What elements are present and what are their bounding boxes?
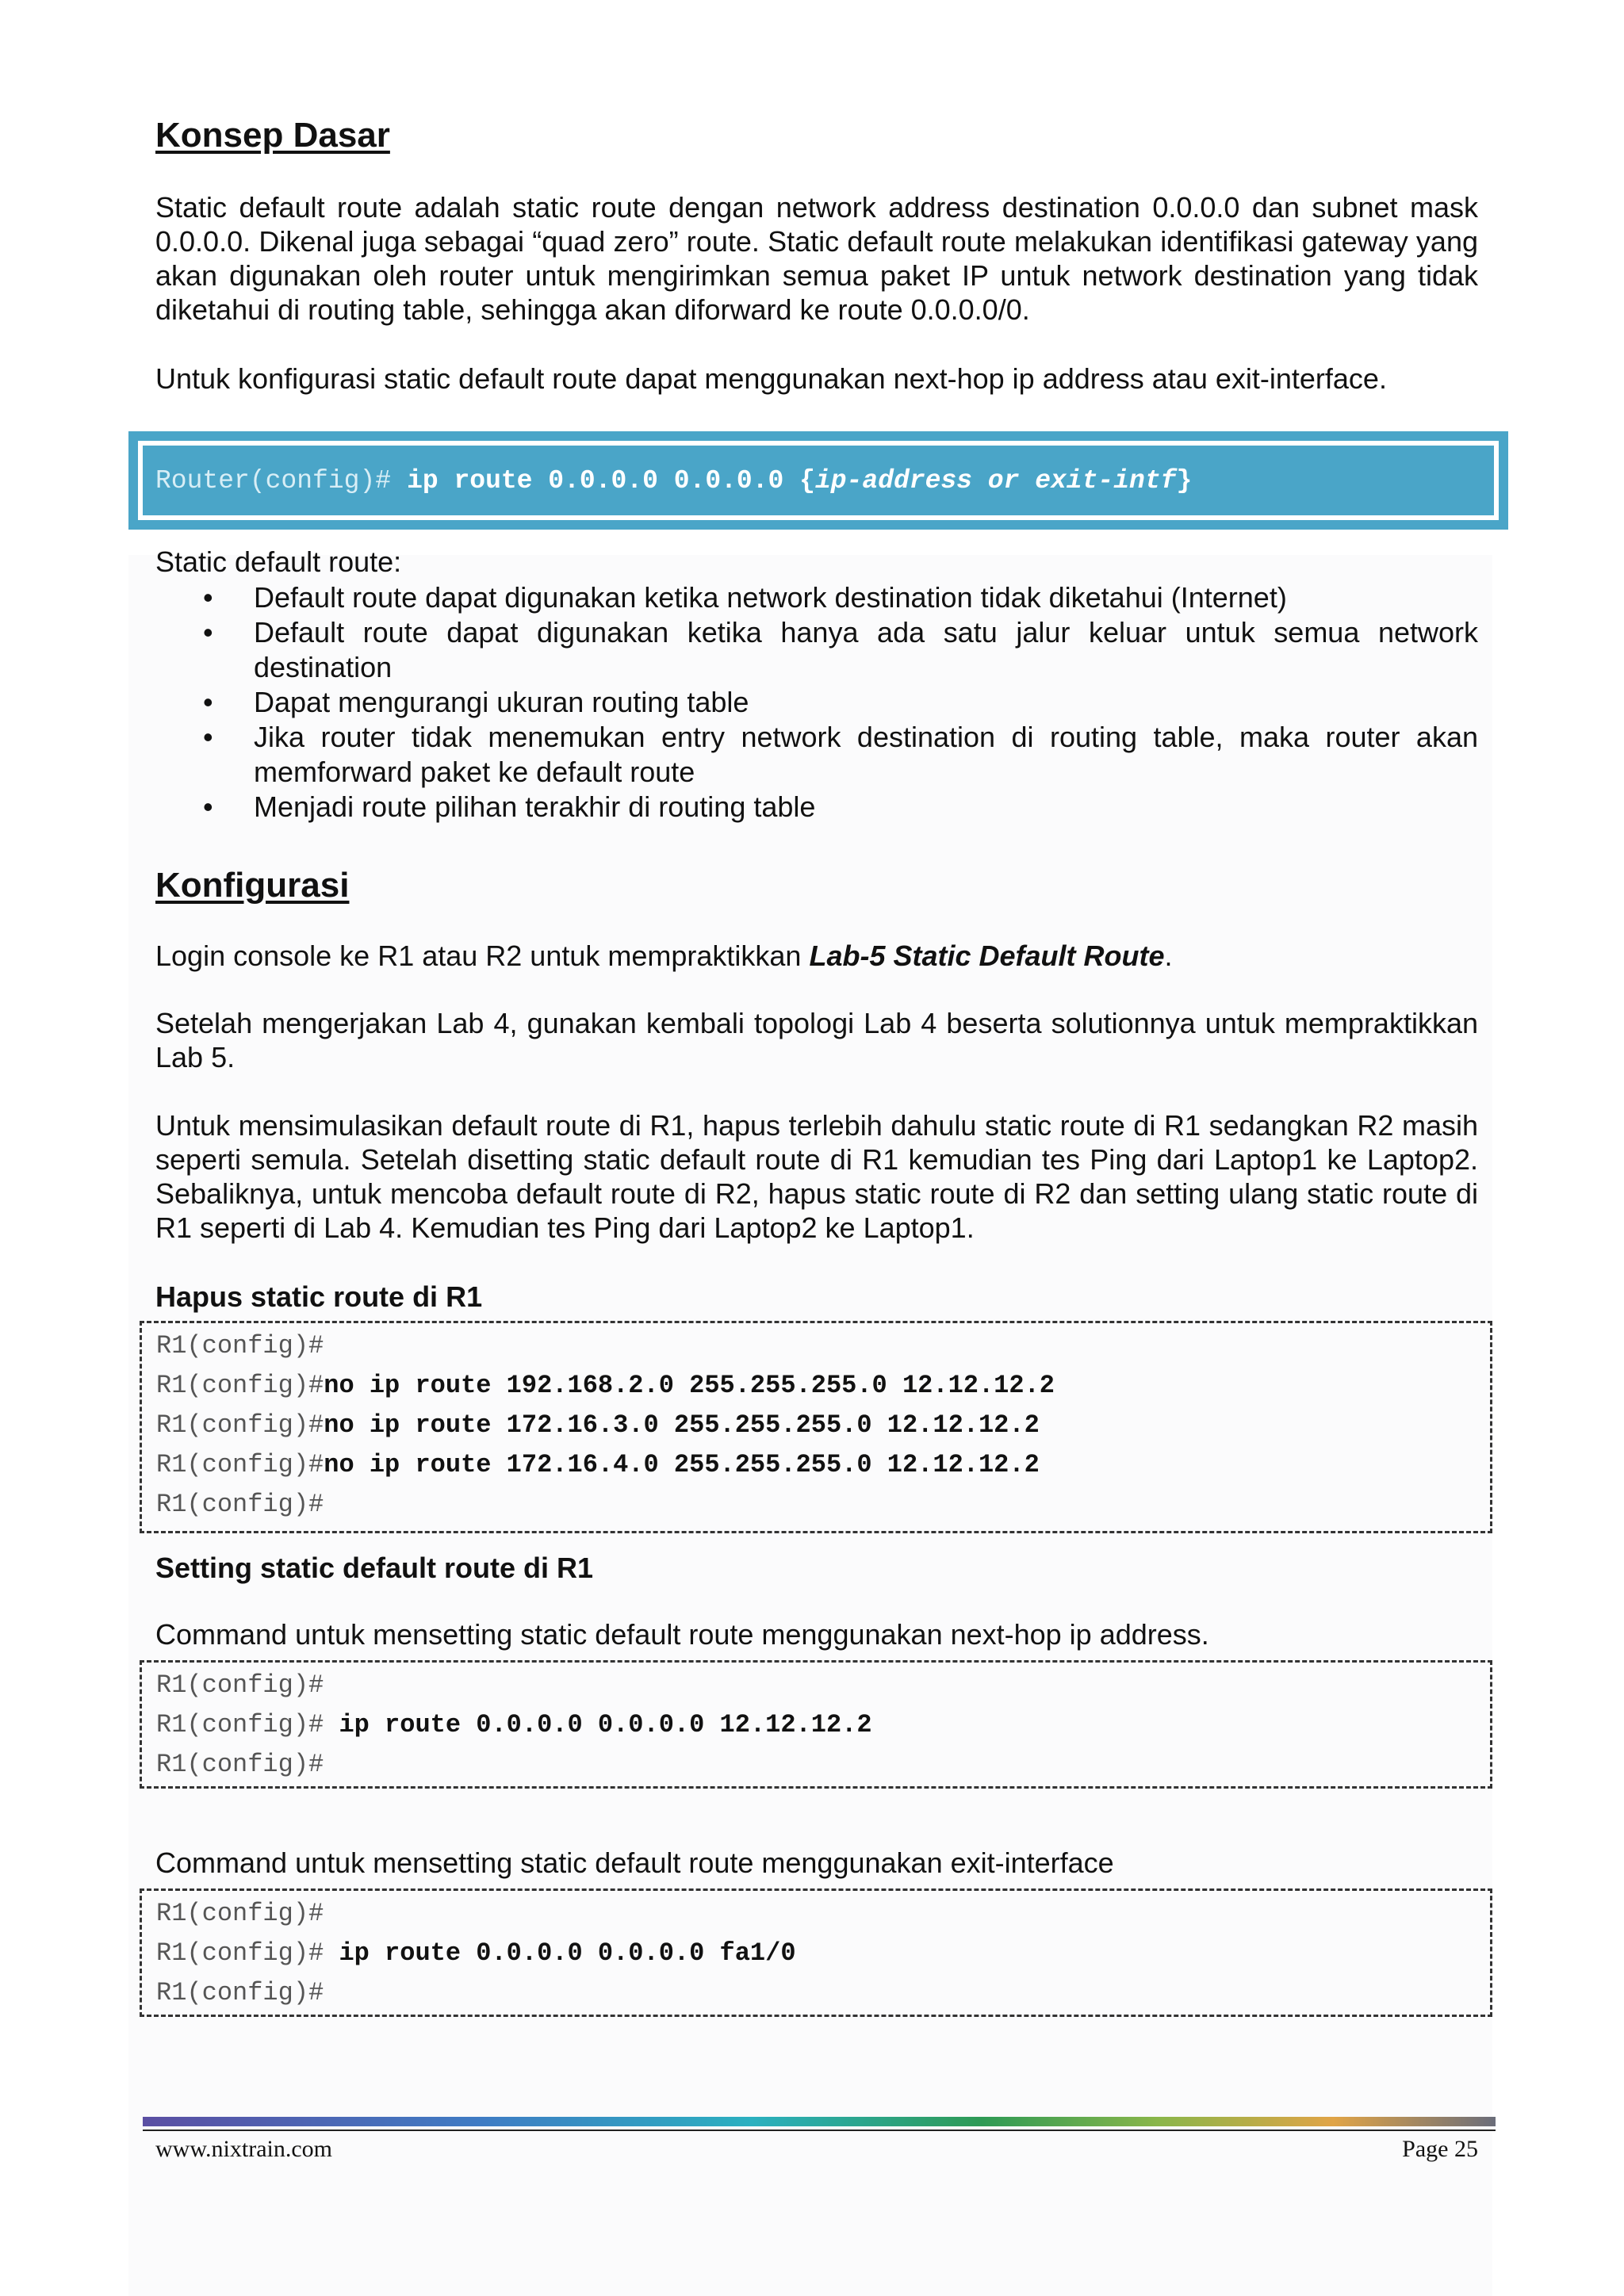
features-list bbox=[155, 580, 1478, 825]
list-item: • Jika router tidak menemukan entry network destination di routing table, maka router akan memforward paket ke default route bbox=[155, 720, 1478, 790]
code-line: R1(config)#no ip route 172.16.3.0 255.255.255.0 12.12.12.2 bbox=[156, 1410, 1040, 1440]
nexthop-description: Command untuk mensetting static default route menggunakan next-hop ip address. bbox=[155, 1618, 1209, 1651]
nexthop-code-box bbox=[140, 1660, 1492, 1789]
config-options-paragraph: Untuk konfigurasi static default route dapat menggunakan next-hop ip address atau exit-interface. bbox=[155, 362, 1387, 395]
code-line: R1(config)# bbox=[156, 1670, 324, 1700]
footer-website: www.nixtrain.com bbox=[155, 2136, 333, 2162]
footer-page-number: Page 25 bbox=[1402, 2136, 1478, 2162]
code-line: R1(config)# bbox=[156, 1750, 324, 1779]
exit-interface-description: Command untuk mensetting static default route menggunakan exit-interface bbox=[155, 1846, 1114, 1879]
section-title-konfigurasi: Konfigurasi bbox=[155, 866, 350, 905]
command-syntax-banner bbox=[128, 431, 1508, 530]
code-line: R1(config)# bbox=[156, 1899, 324, 1928]
features-heading: Static default route: bbox=[155, 545, 402, 578]
setting-subtitle: Setting static default route di R1 bbox=[155, 1552, 594, 1584]
code-line: R1(config)# bbox=[156, 1490, 324, 1519]
code-line: R1(config)# bbox=[156, 1978, 324, 2007]
banner-command: ip route 0.0.0.0 0.0.0.0 {ip-address or exit-intf} bbox=[407, 465, 1193, 496]
intro-paragraph: Static default route adalah static route dengan network address destination 0.0.0.0 dan subnet mask 0.0.0.0. Dikenal juga sebagai “quad zero” route. Static default route melakukan identifikasi gateway yang akan digunakan oleh router untuk mengirimkan semua paket IP untuk network destination yang tidak diketahui di routing table, sehingga akan diforward ke route 0.0.0.0/0. bbox=[155, 191, 1478, 326]
simulation-paragraph: Untuk mensimulasikan default route di R1, hapus terlebih dahulu static route di R1 sedangkan R2 masih seperti semula. Setelah disetting static default route di R1 kemudian tes Ping dari Laptop1 ke Laptop2. Sebaliknya, untuk mencoba default route di R2, hapus static route di R2 dan setting ulang static route di R1 seperti di Lab 4. Kemudian tes Ping dari Laptop2 ke Laptop1. bbox=[155, 1109, 1478, 1244]
code-line: R1(config)# ip route 0.0.0.0 0.0.0.0 12.12.12.2 bbox=[156, 1710, 872, 1739]
list-item: • Dapat mengurangi ukuran routing table bbox=[155, 685, 1478, 720]
list-item: • Default route dapat digunakan ketika hanya ada satu jalur keluar untuk semua network destination bbox=[155, 615, 1478, 685]
footer-divider bbox=[143, 2130, 1496, 2131]
list-item: • Menjadi route pilihan terakhir di routing table bbox=[155, 790, 1478, 825]
banner-argument: ip-address or exit-intf bbox=[814, 465, 1177, 496]
hapus-code-box bbox=[140, 1321, 1492, 1533]
exit-interface-code-box bbox=[140, 1888, 1492, 2017]
section-title-konsep-dasar: Konsep Dasar bbox=[155, 116, 390, 155]
code-line: R1(config)#no ip route 192.168.2.0 255.255.255.0 12.12.12.2 bbox=[156, 1371, 1055, 1400]
code-line: R1(config)# bbox=[156, 1331, 324, 1360]
login-paragraph: Login console ke R1 atau R2 untuk mempraktikkan Lab-5 Static Default Route. bbox=[155, 939, 1173, 972]
list-item: • Default route dapat digunakan ketika network destination tidak diketahui (Internet) bbox=[155, 580, 1478, 615]
code-line: R1(config)#no ip route 172.16.4.0 255.255.255.0 12.12.12.2 bbox=[156, 1450, 1040, 1479]
lab-setup-paragraph: Setelah mengerjakan Lab 4, gunakan kembali topologi Lab 4 beserta solutionnya untuk mempraktikkan Lab 5. bbox=[155, 1007, 1478, 1073]
footer-gradient-bar bbox=[143, 2117, 1496, 2126]
hapus-subtitle: Hapus static route di R1 bbox=[155, 1280, 483, 1313]
banner-prompt: Router(config)# bbox=[155, 465, 392, 496]
code-line: R1(config)# ip route 0.0.0.0 0.0.0.0 fa1/0 bbox=[156, 1938, 796, 1968]
lab-name: Lab-5 Static Default Route bbox=[809, 939, 1165, 972]
